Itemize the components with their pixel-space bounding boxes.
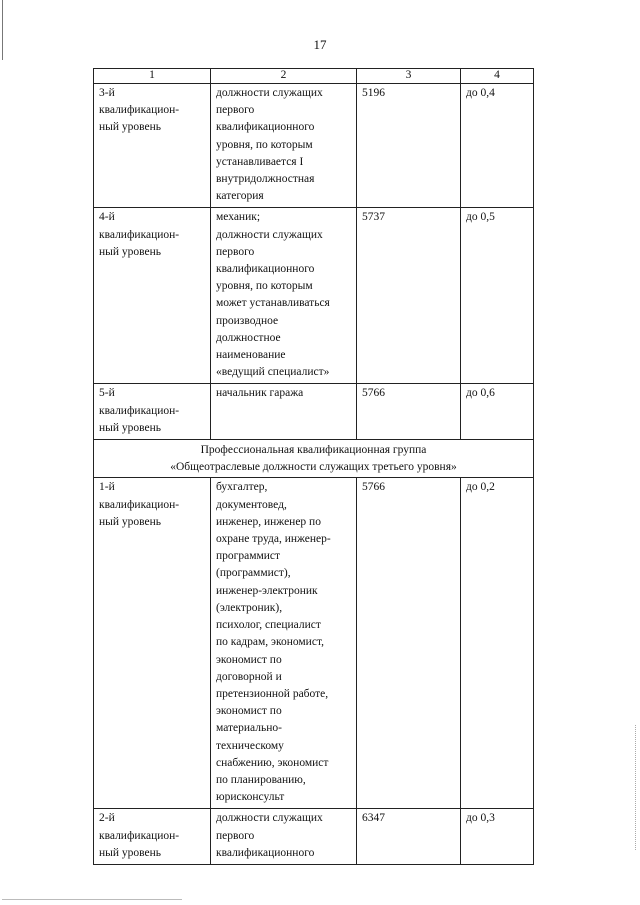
position-line: наименование	[216, 349, 286, 362]
position-line: (электроник),	[216, 601, 283, 614]
group-header-row	[94, 440, 534, 478]
level-line: ный уровень	[99, 515, 162, 528]
positions-cell	[211, 208, 357, 384]
table-row	[94, 384, 534, 440]
level-line: 5-й	[99, 387, 115, 400]
qualification-level-cell	[94, 809, 211, 865]
column-header-3: 3	[357, 69, 461, 84]
scan-margin-dots	[634, 725, 636, 850]
table-row	[94, 208, 534, 384]
level-line: квалификацион-	[99, 829, 180, 842]
level-line: квалификацион-	[99, 104, 180, 117]
position-line: механик;	[216, 211, 261, 224]
position-line: устанавливается I	[216, 155, 304, 168]
position-line: первого	[216, 829, 255, 842]
position-line: должности служащих	[216, 87, 323, 99]
level-line: ный уровень	[99, 121, 162, 134]
level-line: квалификацион-	[99, 228, 180, 241]
group-title-line: Профессиональная квалификационная группа	[200, 444, 427, 457]
coefficient-cell: до 0,6	[461, 384, 534, 440]
level-line: квалификацион-	[99, 498, 180, 511]
salary-table	[93, 68, 534, 865]
group-title-line: «Общеотраслевые должности служащих третьего уровня»	[170, 461, 457, 474]
position-line: юрисконсульт	[216, 791, 285, 804]
level-line: ный уровень	[99, 846, 162, 859]
position-line: уровня, по которым	[216, 138, 313, 151]
position-line: может устанавливаться	[216, 297, 330, 310]
column-header-4: 4	[461, 69, 534, 84]
positions-cell	[211, 84, 357, 208]
level-line: ный уровень	[99, 421, 162, 434]
level-line: 2-й	[99, 812, 115, 825]
level-line: ный уровень	[99, 245, 162, 258]
table-row	[94, 84, 534, 208]
position-line: должности служащих	[216, 812, 323, 825]
salary-cell: 6347	[357, 809, 461, 865]
position-line: по планированию,	[216, 773, 306, 786]
positions-cell	[211, 478, 357, 809]
qualification-level-cell	[94, 84, 211, 208]
scan-bottom-line	[2, 899, 182, 900]
positions-cell	[211, 809, 357, 865]
column-header-1: 1	[94, 69, 211, 84]
position-line: квалификационного	[216, 263, 315, 276]
page-number: 17	[313, 37, 327, 52]
level-line: 4-й	[99, 211, 115, 224]
position-line: квалификационного	[216, 121, 315, 134]
positions-cell	[211, 384, 357, 440]
position-line: инженер-электроник	[216, 584, 318, 597]
position-line: уровня, по которым	[216, 280, 313, 293]
position-line: категория	[216, 190, 264, 203]
position-line: снабжению, экономист	[216, 756, 329, 769]
group-title-cell	[94, 440, 534, 478]
coefficient-cell: до 0,3	[461, 809, 534, 865]
position-line: производное	[216, 314, 279, 327]
coefficient-cell: до 0,5	[461, 208, 534, 384]
position-line: экономист по	[216, 705, 282, 718]
level-line: квалификацион-	[99, 404, 180, 417]
position-line: должностное	[216, 331, 281, 344]
level-line: 3-й	[99, 87, 115, 99]
qualification-level-cell	[94, 384, 211, 440]
position-line: первого	[216, 245, 255, 258]
salary-cell: 5737	[357, 208, 461, 384]
position-line: материально-	[216, 722, 282, 735]
position-line: претензионной работе,	[216, 687, 329, 700]
position-line: внутридолжностная	[216, 173, 315, 186]
position-line: психолог, специалист	[216, 619, 321, 632]
position-line: техническому	[216, 739, 284, 752]
salary-cell: 5196	[357, 84, 461, 208]
salary-cell: 5766	[357, 384, 461, 440]
position-line: первого	[216, 104, 255, 117]
table-row	[94, 809, 534, 865]
qualification-level-cell	[94, 478, 211, 809]
position-line: «ведущий специалист»	[216, 366, 330, 379]
position-line: квалификационного	[216, 846, 315, 859]
position-line: охране труда, инженер-	[216, 533, 331, 546]
position-line: должности служащих	[216, 228, 323, 241]
position-line: программист	[216, 550, 281, 563]
position-line: документовед,	[216, 498, 287, 511]
table-header-row	[94, 69, 534, 84]
position-line: бухгалтер,	[216, 481, 268, 494]
position-line: по кадрам, экономист,	[216, 636, 324, 649]
position-line: договорной и	[216, 670, 282, 683]
position-line: инженер, инженер по	[216, 515, 321, 528]
column-header-2: 2	[211, 69, 357, 84]
table-row	[94, 478, 534, 809]
position-line: экономист по	[216, 653, 282, 666]
level-line: 1-й	[99, 481, 115, 494]
coefficient-cell: до 0,4	[461, 84, 534, 208]
salary-cell: 5766	[357, 478, 461, 809]
position-line: (программист),	[216, 567, 291, 580]
qualification-level-cell	[94, 208, 211, 384]
coefficient-cell: до 0,2	[461, 478, 534, 809]
position-line: начальник гаража	[216, 387, 304, 400]
